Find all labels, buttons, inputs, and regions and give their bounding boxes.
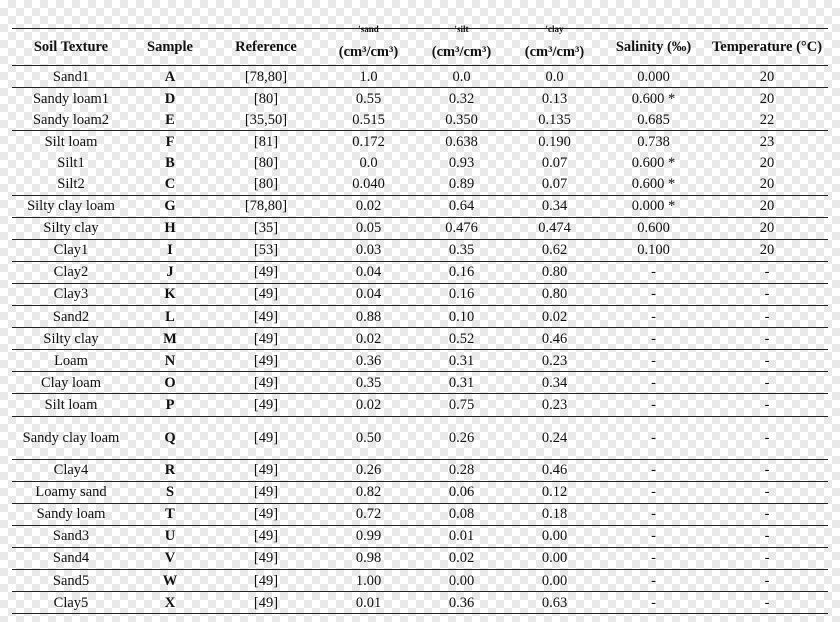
cell-sample: A bbox=[164, 68, 176, 85]
table-row bbox=[12, 416, 828, 459]
header-sand-unit: (cm³/cm³) bbox=[338, 43, 399, 60]
cell-salinity: - bbox=[601, 328, 706, 350]
cell-sample: M bbox=[130, 328, 210, 350]
header-temperature: Temperature (°C) bbox=[706, 29, 828, 66]
cell-sand-fraction: 0.98 bbox=[322, 547, 415, 569]
cell-sample: P bbox=[130, 394, 210, 416]
cell-soil-texture: Silt loam bbox=[12, 394, 130, 416]
cell-soil-texture: Sand5 bbox=[12, 569, 130, 591]
cell-sample: J bbox=[130, 261, 210, 283]
cell-reference: [49] bbox=[210, 503, 322, 525]
cell-reference: [49] bbox=[210, 481, 322, 503]
cell-sand-fraction: 0.02 bbox=[322, 328, 415, 350]
cell-sand-fraction: 0.172 bbox=[322, 131, 415, 153]
cell-sample: H bbox=[130, 217, 210, 239]
header-soil-texture: Soil Texture bbox=[12, 29, 130, 66]
cell-temperature: - bbox=[706, 547, 828, 569]
cell-soil-texture: Silt2 bbox=[57, 176, 85, 193]
cell-silt-fraction: 0.16 bbox=[415, 261, 508, 283]
cell-silt-fraction: 0.06 bbox=[415, 481, 508, 503]
cell-sand-fraction: 1.0 bbox=[359, 68, 378, 85]
cell-salinity: - bbox=[601, 306, 706, 328]
cell-soil-texture: Clay loam bbox=[12, 372, 130, 394]
soil-table-container bbox=[12, 24, 828, 614]
cell-salinity: - bbox=[601, 525, 706, 547]
header-sample: Sample bbox=[130, 29, 210, 66]
cell-sample: G bbox=[130, 195, 210, 217]
header-silt-fraction bbox=[415, 24, 508, 66]
cell-soil-texture: Silt1 bbox=[57, 154, 85, 171]
cell-sample: W bbox=[130, 569, 210, 591]
cell-reference: [49] bbox=[210, 328, 322, 350]
cell-reference: [81] bbox=[210, 131, 322, 153]
cell-reference: [78,80] bbox=[210, 195, 322, 217]
cell-reference: [49] bbox=[210, 261, 322, 283]
cell-silt-fraction: 0.10 bbox=[415, 306, 508, 328]
header-sand-fraction bbox=[322, 24, 415, 66]
cell-silt-fraction: 0.26 bbox=[415, 416, 508, 459]
cell-temperature: - bbox=[706, 525, 828, 547]
cell-clay-fraction: 0.02 bbox=[508, 306, 601, 328]
cell-temperature: 22 bbox=[759, 111, 775, 128]
cell-clay-fraction: 0.34 bbox=[508, 195, 601, 217]
header-clay-symbol: ʹclay bbox=[545, 24, 564, 34]
cell-sample: T bbox=[130, 503, 210, 525]
cell-clay-fraction: 0.13 bbox=[508, 88, 601, 110]
cell-soil-texture: Silt loam bbox=[12, 131, 130, 153]
cell-salinity: - bbox=[601, 592, 706, 614]
cell-sample: X bbox=[130, 592, 210, 614]
cell-temperature: - bbox=[706, 503, 828, 525]
table-row bbox=[12, 569, 828, 591]
cell-silt-fraction: 0.01 bbox=[415, 525, 508, 547]
table-row bbox=[12, 109, 828, 131]
cell-reference: [49] bbox=[210, 416, 322, 459]
table-row bbox=[12, 261, 828, 283]
cell-sand-fraction: 0.02 bbox=[322, 195, 415, 217]
cell-temperature: - bbox=[706, 261, 828, 283]
cell-sample: N bbox=[130, 350, 210, 372]
cell-soil-texture: Loam bbox=[12, 350, 130, 372]
cell-silt-fraction: 0.75 bbox=[415, 394, 508, 416]
cell-silt-fraction: 0.64 bbox=[415, 195, 508, 217]
cell-clay-fraction: 0.18 bbox=[508, 503, 601, 525]
table-row bbox=[12, 88, 828, 110]
cell-silt-fraction: 0.350 bbox=[445, 111, 478, 128]
cell-sand-fraction: 0.88 bbox=[322, 306, 415, 328]
cell-sample: B bbox=[165, 154, 175, 171]
cell-clay-fraction: 0.46 bbox=[508, 328, 601, 350]
table-row bbox=[12, 328, 828, 350]
table-row bbox=[12, 350, 828, 372]
cell-sample: O bbox=[130, 372, 210, 394]
cell-sample: V bbox=[130, 547, 210, 569]
cell-temperature: - bbox=[706, 459, 828, 481]
cell-reference: [80] bbox=[253, 154, 279, 171]
cell-clay-fraction: 0.0 bbox=[545, 68, 564, 85]
cell-salinity: 0.600 * bbox=[631, 154, 676, 171]
cell-sample: S bbox=[130, 481, 210, 503]
cell-sand-fraction: 0.04 bbox=[322, 283, 415, 305]
cell-sample: L bbox=[130, 306, 210, 328]
header-sand-symbol: ʹsand bbox=[358, 24, 379, 34]
table-row bbox=[12, 239, 828, 261]
header-silt-unit: (cm³/cm³) bbox=[431, 43, 492, 60]
table-row bbox=[12, 66, 828, 88]
cell-salinity: - bbox=[601, 416, 706, 459]
cell-sample: K bbox=[130, 283, 210, 305]
cell-sand-fraction: 0.55 bbox=[322, 88, 415, 110]
cell-clay-fraction: 0.23 bbox=[508, 350, 601, 372]
cell-reference: [49] bbox=[210, 547, 322, 569]
cell-soil-texture: Sand1 bbox=[52, 68, 90, 85]
cell-soil-texture: Silty clay loam bbox=[12, 195, 130, 217]
cell-clay-fraction: 0.23 bbox=[508, 394, 601, 416]
cell-salinity: 0.685 bbox=[637, 111, 670, 128]
cell-clay-fraction: 0.135 bbox=[538, 111, 571, 128]
cell-soil-texture: Sand2 bbox=[12, 306, 130, 328]
cell-silt-fraction: 0.476 bbox=[415, 217, 508, 239]
cell-clay-fraction: 0.474 bbox=[508, 217, 601, 239]
cell-sand-fraction: 0.35 bbox=[322, 372, 415, 394]
cell-reference: [49] bbox=[210, 283, 322, 305]
cell-temperature: 20 bbox=[706, 217, 828, 239]
cell-salinity: - bbox=[601, 372, 706, 394]
cell-silt-fraction: 0.00 bbox=[415, 569, 508, 591]
cell-temperature: - bbox=[706, 416, 828, 459]
header-silt-symbol: ʹsilt bbox=[454, 24, 469, 34]
cell-sand-fraction: 0.515 bbox=[352, 111, 385, 128]
cell-sand-fraction: 0.99 bbox=[322, 525, 415, 547]
cell-sand-fraction: 0.01 bbox=[322, 592, 415, 614]
cell-sand-fraction: 0.04 bbox=[322, 261, 415, 283]
table-row bbox=[12, 283, 828, 305]
cell-reference: [80] bbox=[210, 88, 322, 110]
cell-temperature: - bbox=[706, 481, 828, 503]
cell-soil-texture: Sand4 bbox=[12, 547, 130, 569]
cell-soil-texture: Clay1 bbox=[12, 239, 130, 261]
cell-silt-fraction: 0.93 bbox=[448, 154, 475, 171]
cell-clay-fraction: 0.80 bbox=[508, 283, 601, 305]
cell-salinity: - bbox=[601, 459, 706, 481]
cell-salinity: - bbox=[601, 547, 706, 569]
header-reference: Reference bbox=[210, 29, 322, 66]
cell-temperature: - bbox=[706, 394, 828, 416]
cell-clay-fraction: 0.00 bbox=[508, 525, 601, 547]
table-body bbox=[12, 66, 828, 614]
cell-reference: [53] bbox=[210, 239, 322, 261]
cell-clay-fraction: 0.62 bbox=[508, 239, 601, 261]
cell-soil-texture: Loamy sand bbox=[12, 481, 130, 503]
cell-sand-fraction: 0.50 bbox=[322, 416, 415, 459]
cell-sand-fraction: 0.03 bbox=[322, 239, 415, 261]
header-salinity: Salinity (‰) bbox=[601, 29, 706, 66]
cell-soil-texture: Silty clay bbox=[12, 217, 130, 239]
cell-sample: E bbox=[165, 111, 175, 128]
cell-sample: F bbox=[130, 131, 210, 153]
cell-reference: [49] bbox=[210, 306, 322, 328]
cell-reference: [49] bbox=[210, 592, 322, 614]
cell-salinity: - bbox=[601, 503, 706, 525]
cell-temperature: - bbox=[706, 306, 828, 328]
cell-silt-fraction: 0.36 bbox=[415, 592, 508, 614]
cell-soil-texture: Sand3 bbox=[12, 525, 130, 547]
cell-soil-texture: Clay3 bbox=[12, 283, 130, 305]
cell-sample: D bbox=[130, 88, 210, 110]
cell-temperature: 20 bbox=[759, 154, 775, 171]
table-row bbox=[12, 195, 828, 217]
cell-temperature: 20 bbox=[706, 88, 828, 110]
table-row bbox=[12, 481, 828, 503]
cell-sand-fraction: 0.0 bbox=[359, 154, 378, 171]
table-row bbox=[12, 547, 828, 569]
table-header-row bbox=[12, 29, 828, 66]
cell-sand-fraction: 1.00 bbox=[322, 569, 415, 591]
cell-clay-fraction: 0.07 bbox=[541, 176, 568, 193]
cell-salinity: 0.100 bbox=[601, 239, 706, 261]
cell-salinity: 0.600 bbox=[601, 217, 706, 239]
cell-sand-fraction: 0.040 bbox=[352, 176, 385, 193]
table-row bbox=[12, 503, 828, 525]
table-row bbox=[12, 592, 828, 614]
cell-soil-texture: Clay4 bbox=[12, 459, 130, 481]
header-clay-unit: (cm³/cm³) bbox=[524, 43, 585, 60]
cell-salinity: 0.600 * bbox=[601, 88, 706, 110]
cell-silt-fraction: 0.28 bbox=[415, 459, 508, 481]
table-row bbox=[12, 217, 828, 239]
cell-reference: [35,50] bbox=[244, 111, 288, 128]
cell-soil-texture: Sandy clay loam bbox=[12, 416, 130, 459]
table-row bbox=[12, 131, 828, 153]
table-row bbox=[12, 459, 828, 481]
cell-silt-fraction: 0.0 bbox=[452, 68, 471, 85]
cell-reference: [49] bbox=[210, 459, 322, 481]
cell-silt-fraction: 0.31 bbox=[415, 350, 508, 372]
cell-clay-fraction: 0.00 bbox=[508, 569, 601, 591]
cell-temperature: - bbox=[706, 350, 828, 372]
cell-temperature: - bbox=[706, 283, 828, 305]
soil-properties-table bbox=[12, 24, 828, 614]
cell-silt-fraction: 0.638 bbox=[415, 131, 508, 153]
cell-clay-fraction: 0.07 bbox=[541, 154, 568, 171]
header-clay-fraction bbox=[508, 24, 601, 66]
cell-salinity: 0.600 * bbox=[631, 176, 676, 193]
cell-temperature: 20 bbox=[759, 176, 775, 193]
cell-temperature: - bbox=[706, 569, 828, 591]
cell-salinity: 0.000 * bbox=[601, 195, 706, 217]
cell-reference: [78,80] bbox=[244, 68, 288, 85]
cell-sample: U bbox=[130, 525, 210, 547]
cell-temperature: 23 bbox=[706, 131, 828, 153]
table-row bbox=[12, 525, 828, 547]
cell-salinity: - bbox=[601, 394, 706, 416]
cell-silt-fraction: 0.89 bbox=[448, 176, 475, 193]
cell-silt-fraction: 0.16 bbox=[415, 283, 508, 305]
table-row bbox=[12, 306, 828, 328]
cell-reference: [49] bbox=[210, 372, 322, 394]
cell-salinity: 0.738 bbox=[601, 131, 706, 153]
cell-temperature: - bbox=[706, 328, 828, 350]
table-row bbox=[12, 394, 828, 416]
cell-silt-fraction: 0.32 bbox=[415, 88, 508, 110]
cell-temperature: - bbox=[706, 592, 828, 614]
cell-sand-fraction: 0.72 bbox=[322, 503, 415, 525]
cell-soil-texture: Clay5 bbox=[12, 592, 130, 614]
cell-clay-fraction: 0.80 bbox=[508, 261, 601, 283]
cell-soil-texture: Silty clay bbox=[12, 328, 130, 350]
cell-clay-fraction: 0.190 bbox=[508, 131, 601, 153]
cell-salinity: 0.000 bbox=[637, 68, 670, 85]
cell-reference: [80] bbox=[253, 176, 279, 193]
cell-soil-texture: Sandy loam1 bbox=[12, 88, 130, 110]
table-row bbox=[12, 152, 828, 173]
cell-reference: [49] bbox=[210, 394, 322, 416]
table-row bbox=[12, 173, 828, 195]
cell-soil-texture: Sandy loam bbox=[12, 503, 130, 525]
cell-silt-fraction: 0.31 bbox=[415, 372, 508, 394]
cell-sand-fraction: 0.82 bbox=[322, 481, 415, 503]
cell-temperature: 20 bbox=[706, 195, 828, 217]
cell-reference: [49] bbox=[210, 569, 322, 591]
cell-sample: C bbox=[164, 176, 176, 193]
cell-silt-fraction: 0.52 bbox=[415, 328, 508, 350]
cell-temperature: 20 bbox=[706, 239, 828, 261]
cell-soil-texture: Clay2 bbox=[12, 261, 130, 283]
cell-reference: [35] bbox=[210, 217, 322, 239]
cell-sand-fraction: 0.02 bbox=[322, 394, 415, 416]
cell-sand-fraction: 0.05 bbox=[322, 217, 415, 239]
cell-sample: R bbox=[130, 459, 210, 481]
cell-clay-fraction: 0.46 bbox=[508, 459, 601, 481]
cell-sample: I bbox=[130, 239, 210, 261]
cell-clay-fraction: 0.24 bbox=[508, 416, 601, 459]
cell-soil-texture: Sandy loam2 bbox=[32, 111, 110, 128]
cell-sample: Q bbox=[130, 416, 210, 459]
cell-silt-fraction: 0.08 bbox=[415, 503, 508, 525]
cell-salinity: - bbox=[601, 283, 706, 305]
cell-clay-fraction: 0.00 bbox=[508, 547, 601, 569]
table-row bbox=[12, 372, 828, 394]
cell-salinity: - bbox=[601, 350, 706, 372]
cell-salinity: - bbox=[601, 481, 706, 503]
cell-sand-fraction: 0.26 bbox=[322, 459, 415, 481]
cell-clay-fraction: 0.34 bbox=[508, 372, 601, 394]
cell-silt-fraction: 0.02 bbox=[415, 547, 508, 569]
cell-sand-fraction: 0.36 bbox=[322, 350, 415, 372]
cell-clay-fraction: 0.12 bbox=[508, 481, 601, 503]
cell-salinity: - bbox=[601, 569, 706, 591]
cell-reference: [49] bbox=[210, 350, 322, 372]
cell-clay-fraction: 0.63 bbox=[508, 592, 601, 614]
cell-silt-fraction: 0.35 bbox=[415, 239, 508, 261]
cell-salinity: - bbox=[601, 261, 706, 283]
cell-temperature: - bbox=[706, 372, 828, 394]
cell-temperature: 20 bbox=[759, 68, 775, 85]
cell-reference: [49] bbox=[210, 525, 322, 547]
